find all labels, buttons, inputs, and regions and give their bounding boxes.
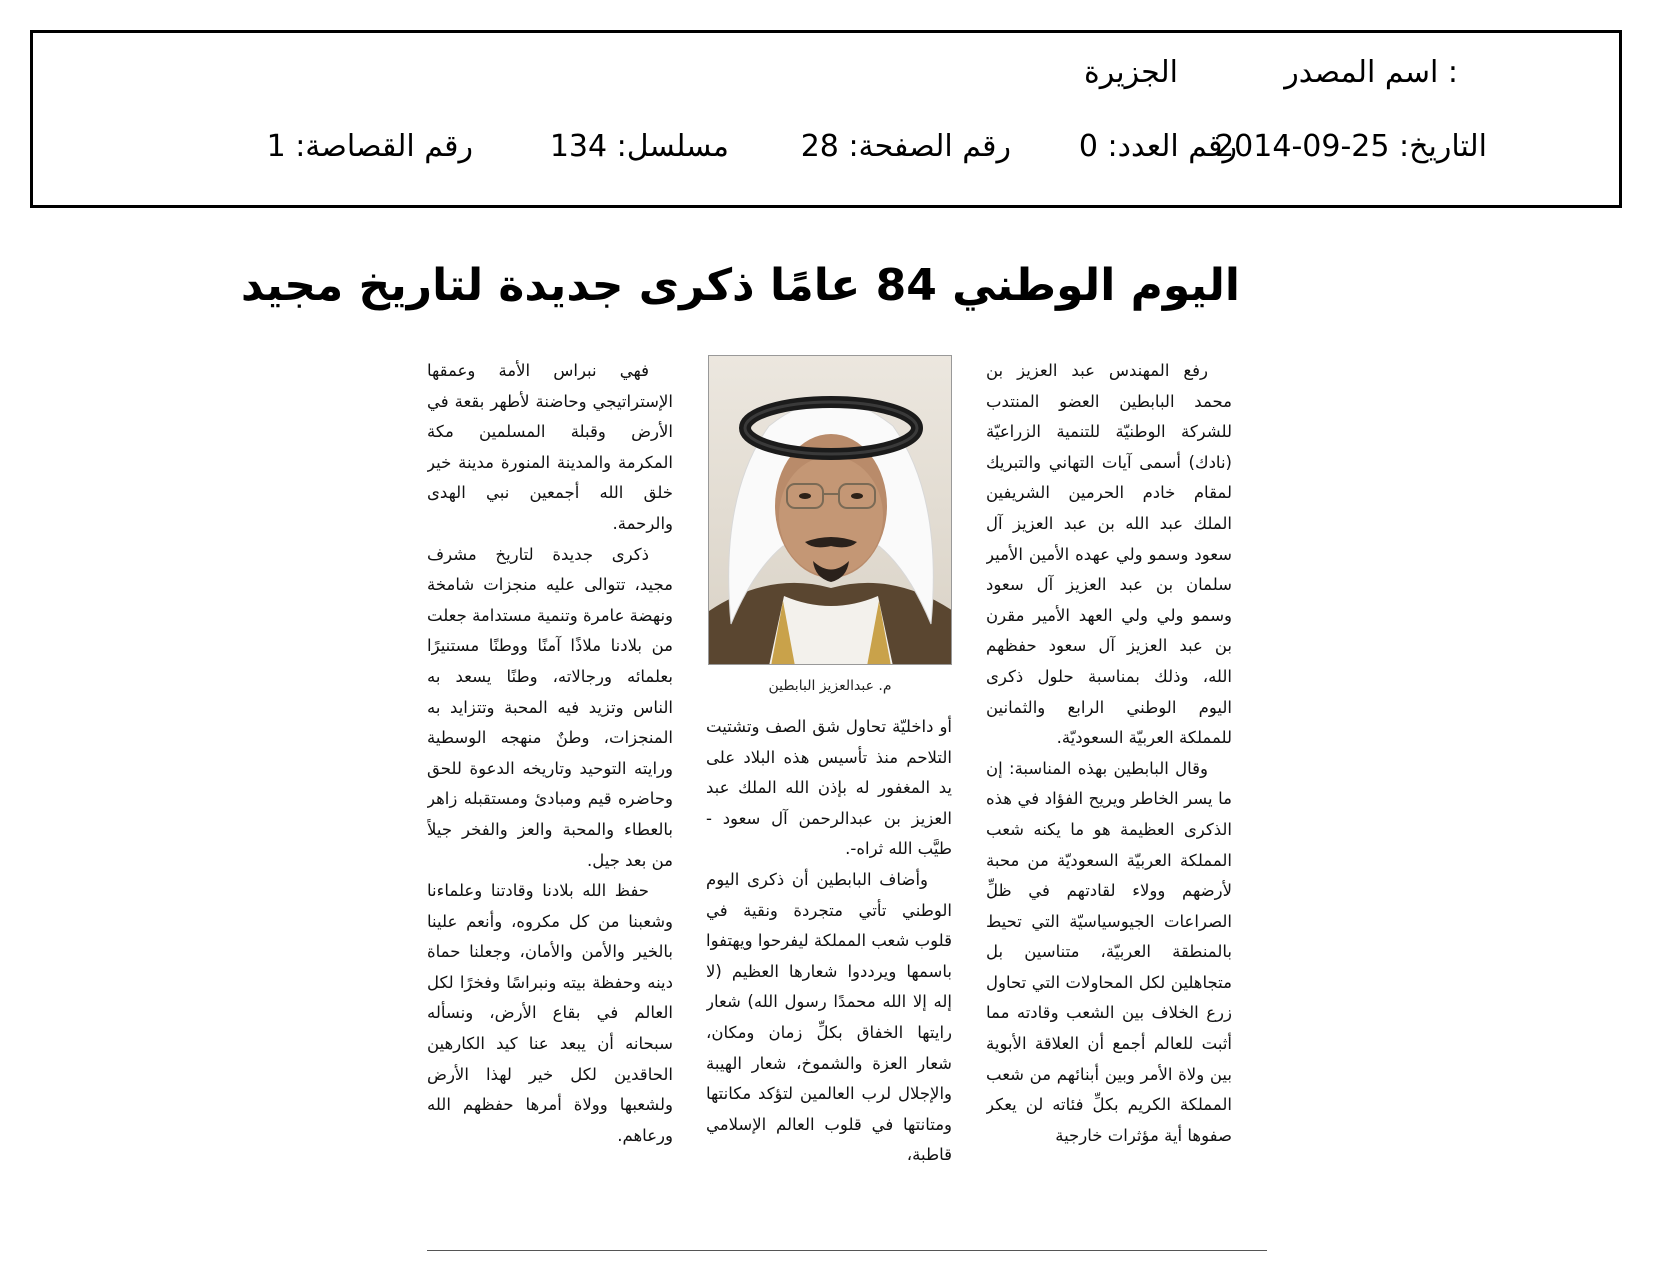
paragraph: وقال البابطين بهذه المناسبة: إن ما يسر الخاطر ويريح الفؤاد في هذه الذكرى العظيمة هو ما يكنه شعب المملكة العربيّة السعوديّة من محبة لأرضهم وولاء لقادتهم في ظلِّ الصراعات الجيوسياسيّة التي تحيط بالمنطقة العربيّة، متناسين بل متجاهلين لكل المحاولات التي تحاول زرع الخلاف بين الشعب وقادته مما أثبت للعالم أجمع أن العلاقة الأبوية بين ولاة الأمر وبين أبنائهم من شعب المملكة الكريم بكلِّ فئاته لن يعكر صفوها أية مؤثرات خارجية <box>986 758 1232 1145</box>
date-field: التاريخ: 25-09-2014 <box>1215 129 1487 164</box>
clip-number-field: رقم القصاصة: 1 <box>266 129 473 164</box>
article-column-left <box>427 356 673 1236</box>
portrait-illustration <box>709 356 952 665</box>
portrait-photo <box>708 355 952 665</box>
serial-field: مسلسل: 134 <box>549 129 729 164</box>
article-headline: اليوم الوطني 84 عامًا ذكرى جديدة لتاريخ مجيد <box>240 260 1240 311</box>
paragraph: أو داخليّة تحاول شق الصف وتشتيت التلاحم منذ تأسيس هذه البلاد على يد المغفور له بإذن الله الملك عبد العزيز بن عبدالرحمن آل سعود - طيَّب الله ثراه-. <box>706 717 952 859</box>
paragraph: حفظ الله بلادنا وقادتنا وعلماءنا وشعبنا من كل مكروه، وأنعم علينا بالخير والأمن والأمان، وجعلنا حماة دينه وحفظة بيته ونبراسًا وفخرًا لكل العالم في بقاع الأرض، ونسأله سبحانه أن يبعد عنا كيد الكارهين الحاقدين لكل خير لهذا الأرض ولشعبها وولاة أمرها حفظهم الله ورعاهم. <box>427 881 673 1145</box>
source-label: اسم المصدر : <box>1284 55 1458 90</box>
page-number-field: رقم الصفحة: 28 <box>800 129 1011 164</box>
paragraph: رفع المهندس عبد العزيز بن محمد البابطين العضو المنتدب للشركة الوطنيّة للتنمية الزراعيّة (نادك) أسمى آيات التهاني والتبريك لمقام خادم الحرمين الشريفين الملك عبد الله بن عبد العزيز آل سعود وسمو ولي عهده الأمين الأمير سلمان بن عبد العزيز آل سعود وسمو ولي ولي العهد الأمير مقرن بن عبد العزيز آل سعود حفظهم الله، وذلك بمناسبة حلول ذكرى اليوم الوطني الرابع والثمانين للمملكة العربيّة السعوديّة. <box>986 361 1232 748</box>
source-value: الجزيرة <box>1083 55 1178 90</box>
photo-caption: م. عبدالعزيز البابطين <box>768 678 892 694</box>
paragraph: ذكرى جديدة لتاريخ مشرف مجيد، تتوالى عليه منجزات شامخة ونهضة عامرة وتنمية مستدامة جعلت من بلادنا ملاذًا آمنًا ووطنًا مستنيرًا بعلمائه ورجالاته، وطنًا يسعد به الناس وتزيد فيه المحبة وتتزايد به المنجزات، وطنٌ منهجه الوسطية ورايته التوحيد وتاريخه الدعوة للحق وحاضره قيم ومبادئ ومستقبله زاهر بالعطاء والمحبة والعز والفخر جيلاً من بعد جيل. <box>427 544 673 870</box>
issue-number-field: رقم العدد: 0 <box>1078 129 1237 164</box>
paragraph: فهي نبراس الأمة وعمقها الإستراتيجي وحاضنة لأطهر بقعة في الأرض وقبلة المسلمين مكة المكرمة والمدينة المنورة مدينة خير خلق الله أجمعين نبي الهدى والرحمة. <box>427 361 673 533</box>
bottom-divider <box>427 1250 1267 1251</box>
paragraph: وأضاف البابطين أن ذكرى اليوم الوطني تأتي متجردة ونقية في قلوب شعب المملكة ليفرحوا ويهتفوا باسمها ويرددوا شعارها العظيم (لا إله إلا الله محمدًا رسول الله) شعار رايتها الخفاق بكلِّ زمان ومكان، شعار العزة والشموخ، شعار الهيبة والإجلال لرب العالمين لتؤكد مكانتها ومتانتها في قلوب العالم الإسلامي قاطبة، <box>706 869 952 1165</box>
article-column-right <box>986 356 1232 1236</box>
article-column-middle <box>706 712 952 1236</box>
